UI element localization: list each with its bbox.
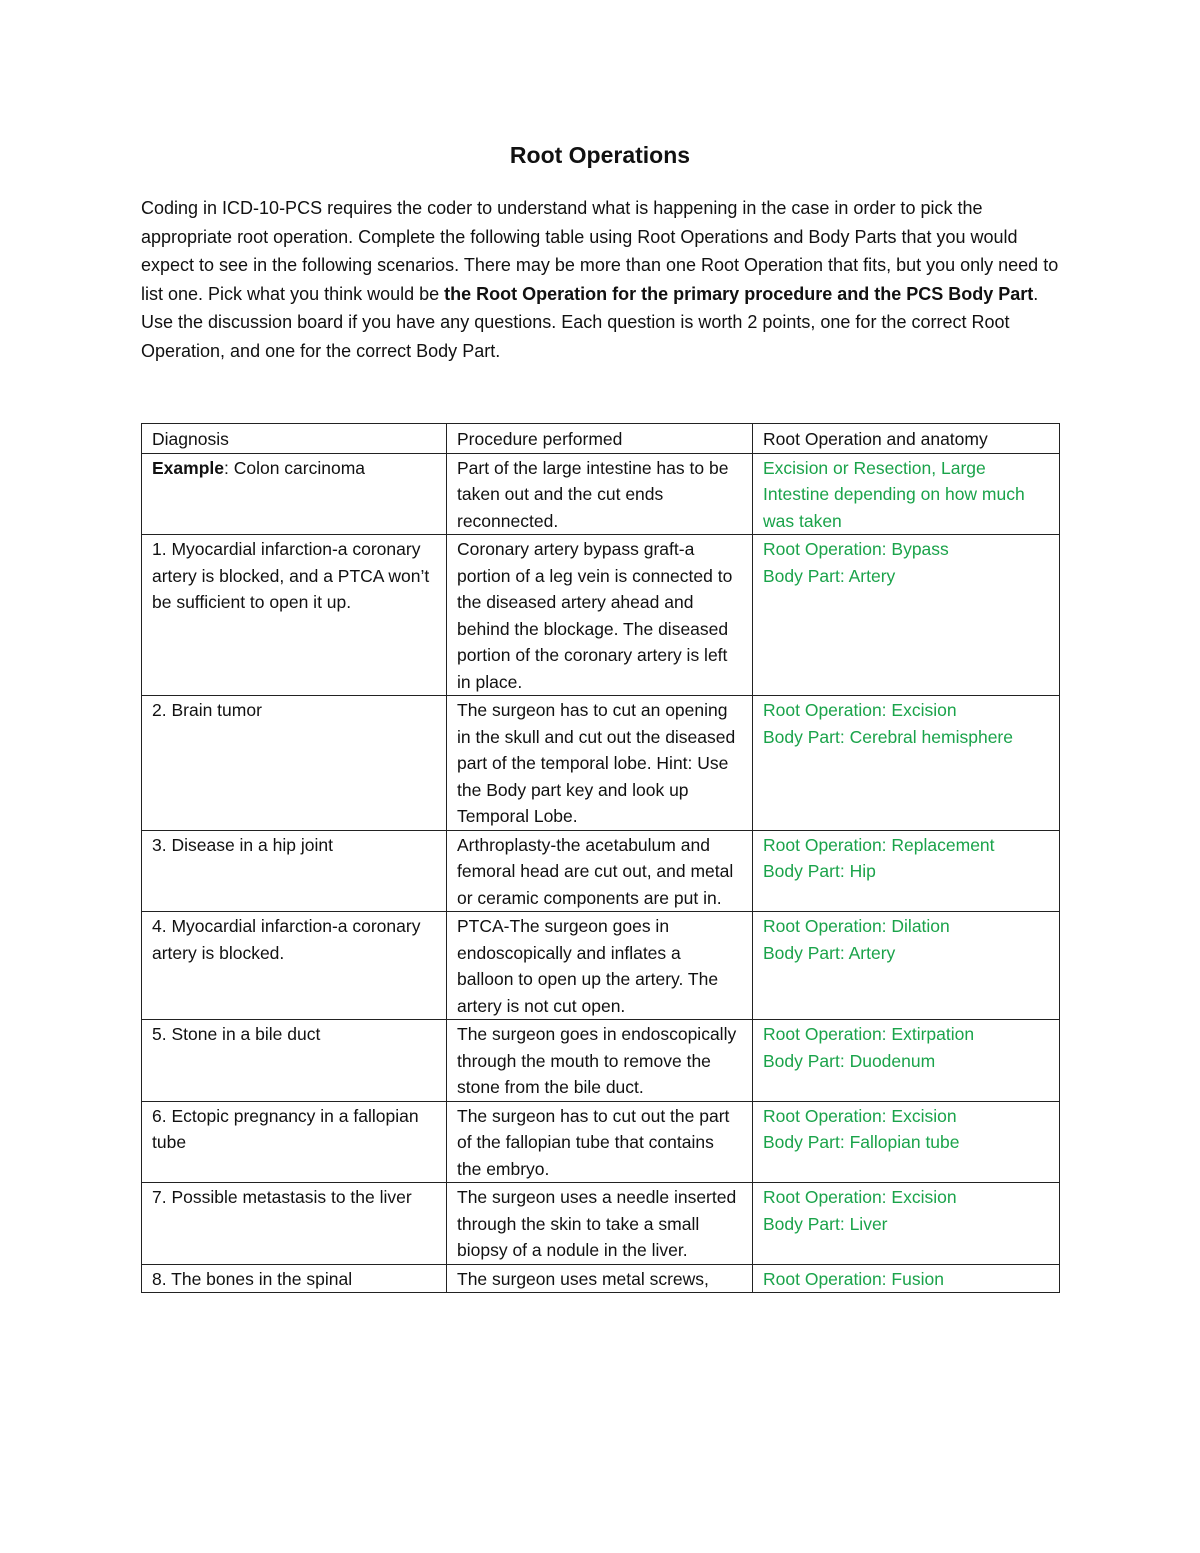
diagnosis-cell: 5. Stone in a bile duct bbox=[142, 1020, 447, 1102]
example-answer-cell: Excision or Resection, Large Intestine depending on how much was taken bbox=[753, 453, 1060, 535]
table-row-example bbox=[142, 453, 1060, 535]
example-procedure-cell: Part of the large intestine has to be taken out and the cut ends reconnected. bbox=[447, 453, 753, 535]
diagnosis-cell: 7. Possible metastasis to the liver bbox=[142, 1183, 447, 1265]
example-diagnosis: : Colon carcinoma bbox=[223, 457, 366, 478]
diagnosis-cell: 4. Myocardial infarction-a coronary artery is blocked. bbox=[142, 912, 447, 1020]
instructions-paragraph bbox=[141, 194, 1066, 365]
root-operation-answer: Root Operation: Extirpation bbox=[763, 1024, 975, 1044]
root-operation-answer: Root Operation: Dilation bbox=[763, 916, 950, 936]
answer-cell bbox=[753, 830, 1060, 912]
answer-cell bbox=[753, 696, 1060, 831]
answer-cell bbox=[753, 1183, 1060, 1265]
procedure-cell: The surgeon has to cut an opening in the skull and cut out the diseased part of the temporal lobe. Hint: Use the Body part key and look up Temporal Lobe. bbox=[447, 696, 753, 831]
body-part-answer: Body Part: Hip bbox=[763, 861, 876, 881]
header-root-operation: Root Operation and anatomy bbox=[753, 424, 1060, 454]
header-procedure: Procedure performed bbox=[447, 424, 753, 454]
procedure-cell: The surgeon uses metal screws, bbox=[447, 1264, 753, 1293]
table-row-partial bbox=[142, 1264, 1060, 1293]
page-title: Root Operations bbox=[509, 142, 691, 168]
instructions-text-1: Coding in ICD-10-PCS requires the coder to understand what is happening in the case in order to pick the appropriate root operation. Complete the following table using Root Operations and Body Parts that you would expect to see in the following scenarios. There may be more than one Root Operation that fits, but you only need to list one. Pick what you think would be bbox=[141, 198, 1059, 304]
diagnosis-cell: 1. Myocardial infarction-a coronary artery is blocked, and a PTCA won’t be sufficient to open it up. bbox=[142, 535, 447, 696]
table-row bbox=[142, 1101, 1060, 1183]
root-operation-answer: Root Operation: Replacement bbox=[763, 834, 995, 855]
table-row bbox=[142, 696, 1060, 831]
table-row bbox=[142, 1183, 1060, 1265]
procedure-cell: Coronary artery bypass graft-a portion of a leg vein is connected to the diseased artery ahead and behind the blockage. The diseased portion of the coronary artery is left in place. bbox=[447, 535, 753, 696]
procedure-cell: The surgeon goes in endoscopically through the mouth to remove the stone from the bile duct. bbox=[447, 1020, 753, 1102]
procedure-cell: The surgeon has to cut out the part of the fallopian tube that contains the embryo. bbox=[447, 1101, 753, 1183]
body-part-answer: Body Part: Duodenum bbox=[763, 1050, 936, 1071]
answer-cell bbox=[753, 1101, 1060, 1183]
body-part-answer: Body Part: Cerebral hemisphere bbox=[763, 726, 1013, 747]
diagnosis-cell: 2. Brain tumor bbox=[142, 696, 447, 831]
diagnosis-cell: 6. Ectopic pregnancy in a fallopian tube bbox=[142, 1101, 447, 1183]
procedure-cell: The surgeon uses a needle inserted through the skin to take a small biopsy of a nodule in the liver. bbox=[447, 1183, 753, 1265]
body-part-answer: Body Part: Artery bbox=[763, 565, 896, 586]
body-part-answer: Body Part: Fallopian tube bbox=[763, 1132, 960, 1152]
header-diagnosis: Diagnosis bbox=[142, 424, 447, 454]
root-operation-answer: Root Operation: Excision bbox=[763, 1187, 957, 1207]
instructions-text-2: . Use the discussion board if you have any questions. Each question is worth 2 points, one for the correct Root Operation, and one for the correct Body Part. bbox=[141, 283, 1039, 361]
table-row bbox=[142, 912, 1060, 1020]
answer-cell bbox=[753, 1020, 1060, 1102]
example-diagnosis-cell bbox=[142, 453, 447, 535]
diagnosis-cell: 8. The bones in the spinal bbox=[142, 1264, 447, 1293]
table-row bbox=[142, 830, 1060, 912]
root-operation-answer: Root Operation: Excision bbox=[763, 700, 957, 720]
answer-cell bbox=[753, 535, 1060, 696]
root-operations-table bbox=[141, 423, 1060, 1293]
table-header-row bbox=[142, 424, 1060, 454]
answer-cell: Root Operation: Fusion bbox=[753, 1264, 1060, 1293]
procedure-cell: Arthroplasty-the acetabulum and femoral head are cut out, and metal or ceramic components are put in. bbox=[447, 830, 753, 912]
example-label: Example bbox=[152, 457, 224, 478]
root-operation-answer: Root Operation: Bypass bbox=[763, 539, 949, 559]
table-row bbox=[142, 1020, 1060, 1102]
table-row bbox=[142, 535, 1060, 696]
procedure-cell: PTCA-The surgeon goes in endoscopically and inflates a balloon to open up the artery. The artery is not cut open. bbox=[447, 912, 753, 1020]
body-part-answer: Body Part: Artery bbox=[763, 942, 896, 963]
root-operation-answer: Root Operation: Excision bbox=[763, 1105, 957, 1126]
body-part-answer: Body Part: Liver bbox=[763, 1213, 888, 1234]
diagnosis-cell: 3. Disease in a hip joint bbox=[142, 830, 447, 912]
instructions-emphasis: the Root Operation for the primary procedure and the PCS Body Part bbox=[444, 283, 1034, 304]
answer-cell bbox=[753, 912, 1060, 1020]
